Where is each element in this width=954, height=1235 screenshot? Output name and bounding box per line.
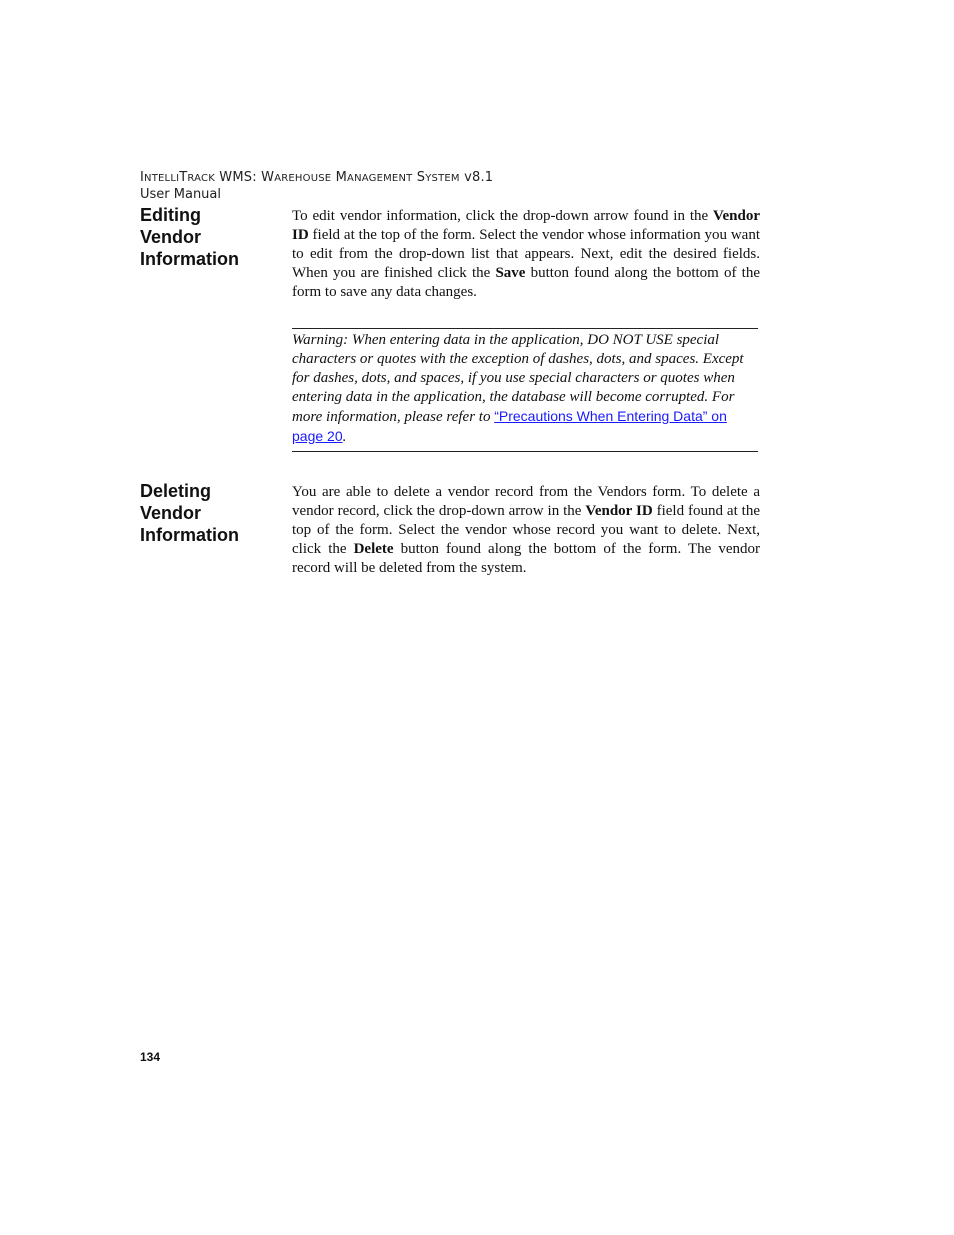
editing-body-paragraph: To edit vendor information, click the drop-down arrow found in the Vendor ID field at the top of the form. Select the vendor whose information you want to edit from the drop-down list that appears. Next, edit the desired fields. When you are finished click the Save button found along the bottom of the form to save any data changes. — [292, 208, 760, 300]
deleting-body-paragraph: You are able to delete a vendor record from the Vendors form. To delete a vendor record, click the drop-down arrow in the Vendor ID field found at the top of the form. Select the vendor whose record you want to delete. Next, click the Delete button found along the bottom of the form. The vendor record will be deleted from the system. — [292, 484, 760, 576]
running-header-title: INTELLITRACK WMS: WAREHOUSE MANAGEMENT SYSTEM v8.1 — [140, 170, 494, 185]
running-header-subtitle: User Manual — [140, 187, 222, 202]
editing-section-heading — [140, 204, 280, 270]
heading-line: Information — [140, 525, 239, 545]
warning-text: Warning: When entering data in the application, DO NOT USE special characters or quotes with the exception of dashes, dots, and spaces. Except for dashes, dots, and spaces, if you use special characters or quotes when entering data in the application, the database will become corrupted. For more information, please refer to “Precautions When Entering Data” on page 20. — [292, 332, 744, 445]
heading-line: Vendor — [140, 227, 202, 247]
warning-box — [292, 328, 758, 452]
page-number: 134 — [140, 1050, 161, 1064]
deleting-section-heading — [140, 480, 280, 546]
heading-line: Deleting — [140, 481, 212, 501]
precautions-link[interactable]: “Precautions When Entering Data” on page 20 — [292, 408, 727, 444]
heading-line: Vendor — [140, 503, 202, 523]
heading-line: Editing — [140, 205, 201, 225]
heading-line: Information — [140, 249, 239, 269]
